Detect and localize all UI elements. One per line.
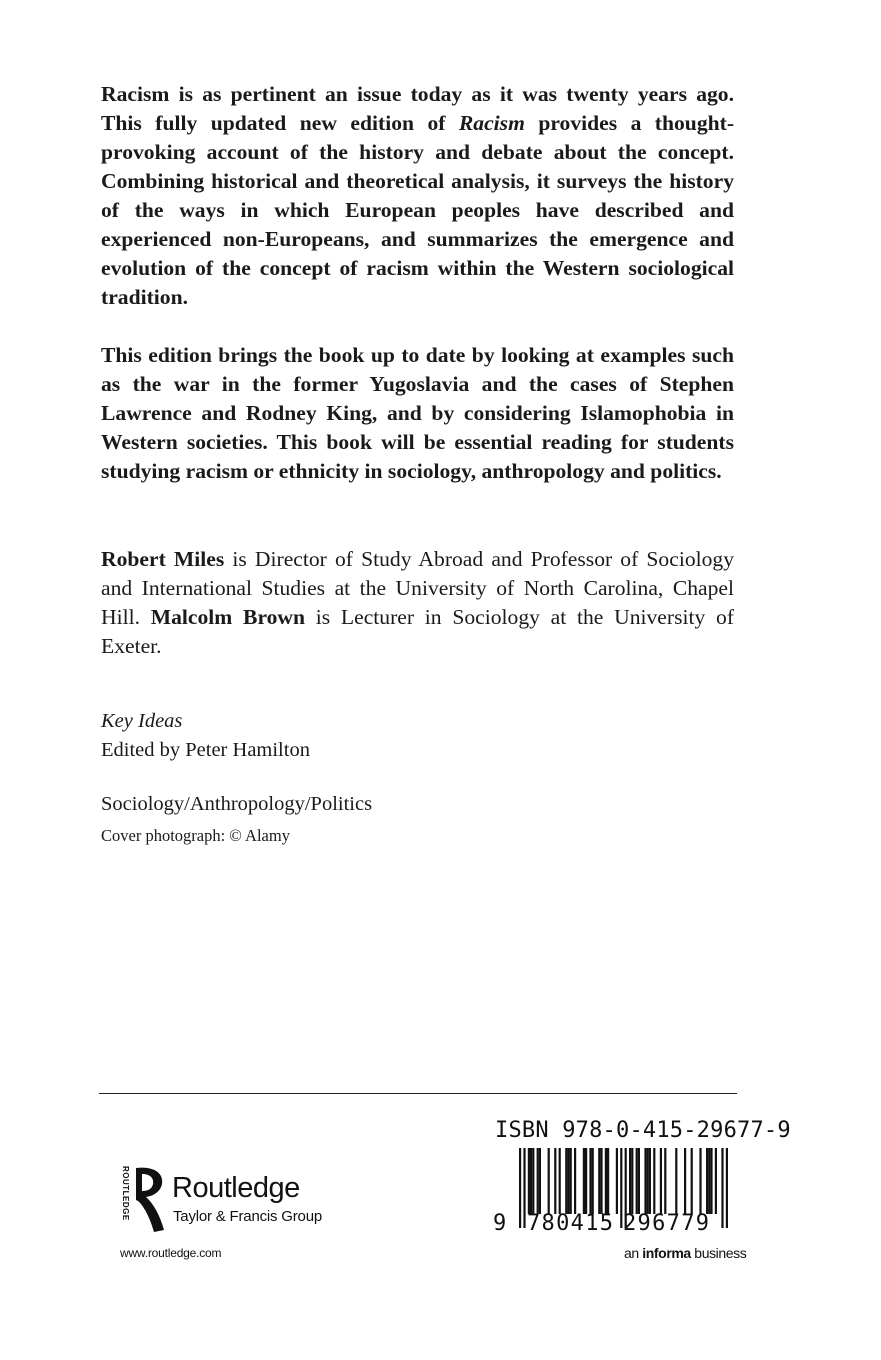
barcode-bar: [559, 1148, 561, 1214]
barcode-bar: [644, 1148, 646, 1214]
book-title: Racism: [458, 111, 525, 135]
informa-suffix: business: [690, 1245, 747, 1261]
barcode-bar: [629, 1148, 631, 1214]
author-name-2: Malcolm Brown: [150, 605, 306, 629]
barcode-bar: [710, 1148, 712, 1214]
cover-credit: Cover photograph: © Alamy: [101, 826, 290, 845]
barcode-digits-right: 296779: [623, 1211, 709, 1236]
barcode-lead-digit: 9: [493, 1211, 507, 1236]
barcode-bar: [592, 1148, 594, 1214]
barcode-bar: [585, 1148, 587, 1214]
barcode-bar: [567, 1148, 569, 1214]
barcode-bar: [598, 1148, 600, 1214]
barcode-bar: [528, 1148, 530, 1214]
barcode-bar: [548, 1148, 550, 1214]
barcode-bar: [660, 1148, 662, 1214]
barcode-bar: [589, 1148, 591, 1214]
blurb-paragraph-1: [101, 80, 734, 312]
barcode-bar: [699, 1148, 701, 1214]
isbn-number: ISBN 978-0-415-29677-9: [495, 1118, 791, 1143]
barcode-bar: [631, 1148, 633, 1214]
informa-brand: informa: [642, 1245, 691, 1261]
barcode-bar: [554, 1148, 556, 1214]
barcode-bar: [715, 1148, 717, 1214]
barcode-bar: [532, 1148, 534, 1214]
barcode-bar: [638, 1148, 640, 1214]
blurb-p1-start: Racism is as pertinent an issue today as it was twenty years ago. This fully updated new edition of: [101, 82, 734, 135]
author-bio-1: is Director of Study Abroad and Professor of Sociology and International Studies at the University of North Carolina, Chapel Hill.: [101, 547, 734, 629]
barcode-bar: [537, 1148, 539, 1214]
barcode-bar: [565, 1148, 567, 1214]
barcode-bar: [649, 1148, 651, 1214]
barcode-bar: [708, 1148, 710, 1214]
author-bio: [101, 545, 734, 661]
barcode-bar: [574, 1148, 576, 1214]
barcode-bar: [600, 1148, 602, 1214]
barcode-bar: [721, 1148, 723, 1228]
author-name-1: Robert Miles: [101, 547, 225, 571]
blurb-paragraph-2: This edition brings the book up to date by looking at examples such as the war in the former Yugoslavia and the cases of Stephen Lawrence and Rodney King, and by considering Islamophobia in Western societies. This book will be essential reading for students studying racism or ethnicity in sociology, anthropology and politics.: [101, 343, 734, 483]
barcode-bar: [616, 1148, 618, 1214]
barcode-bar: [530, 1148, 532, 1214]
barcode-bar: [636, 1148, 638, 1214]
barcode-bar: [691, 1148, 693, 1214]
publisher-website: www.routledge.com: [120, 1246, 222, 1260]
barcode: [493, 1148, 733, 1236]
series-name: Key Ideas: [101, 710, 183, 732]
author-bio-2: is Lecturer in Sociology at the University of Exeter.: [101, 605, 735, 658]
divider-rule: [99, 1093, 737, 1094]
barcode-bar: [523, 1148, 525, 1228]
barcode-bar: [726, 1148, 728, 1228]
subject-category: Sociology/Anthropology/Politics: [101, 793, 373, 815]
publisher-group: Taylor & Francis Group: [173, 1208, 322, 1225]
barcode-bar: [570, 1148, 572, 1214]
barcode-bar: [675, 1148, 677, 1214]
barcode-bar: [607, 1148, 609, 1214]
logo-vertical-text: ROUTLEDGE: [121, 1166, 130, 1221]
barcode-bar: [605, 1148, 607, 1214]
barcode-bar: [664, 1148, 666, 1214]
barcode-bar: [583, 1148, 585, 1214]
routledge-r-icon: [130, 1166, 170, 1234]
informa-prefix: an: [624, 1245, 643, 1261]
series-info: [101, 707, 310, 765]
barcode-digits-left: 780415: [527, 1211, 613, 1236]
barcode-bar: [706, 1148, 708, 1214]
informa-business: [624, 1245, 746, 1261]
blurb-p1-end: provides a thought-provoking account of the history and debate about the concept. Combining historical and theoretical analysis, it surveys the history of the ways in which European peoples have described and experienced non-Europeans, and summarizes the emergence and evolution of the concept of racism within the Western sociological tradition.: [101, 111, 735, 309]
barcode-bar: [653, 1148, 655, 1214]
routledge-logo: [116, 1166, 356, 1236]
barcode-bar: [519, 1148, 521, 1228]
publisher-name: Routledge: [172, 1172, 300, 1204]
barcode-bar: [647, 1148, 649, 1214]
barcode-bar: [684, 1148, 686, 1214]
barcode-bar: [539, 1148, 541, 1214]
series-editor: Edited by Peter Hamilton: [101, 739, 310, 761]
